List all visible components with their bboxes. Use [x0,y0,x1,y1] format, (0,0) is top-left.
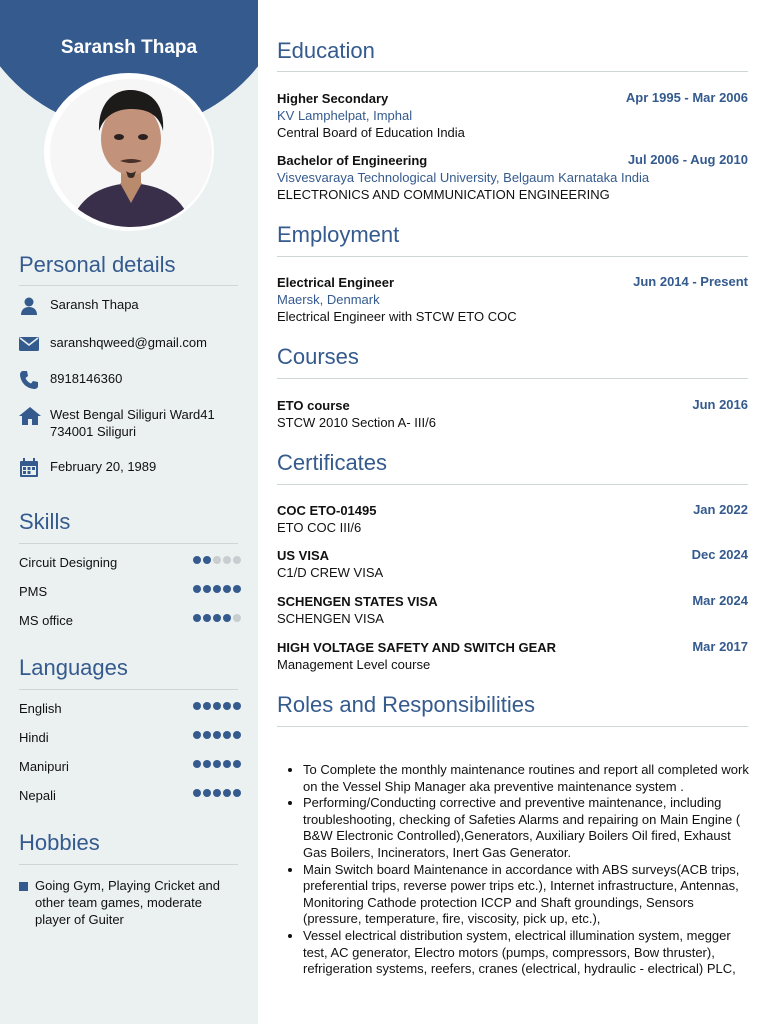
divider [277,484,748,485]
entry-title: Bachelor of Engineering [277,153,428,168]
skill-label: MS office [19,613,73,628]
rating-dot-empty [233,556,241,564]
calendar-icon [19,458,39,478]
rating-dot-empty [233,614,241,622]
rating-dot-filled [213,789,221,797]
entry-title: Electrical Engineer [277,275,395,290]
rating-dot-filled [203,556,211,564]
rating-dots [193,614,241,622]
rating-dot-filled [193,556,201,564]
entry-date: Jul 2006 - Aug 2010 [627,152,748,167]
entry-title: HIGH VOLTAGE SAFETY AND SWITCH GEAR [277,640,557,655]
education-entry [277,152,748,203]
personal-details-heading: Personal details [19,252,176,277]
divider [19,864,238,865]
rating-dot-filled [193,760,201,768]
role-item: • Vessel electrical distribution system, electrical illumination system, megger test, AC generator, Electro motors (pumps, compressors, Bow thruster), refrigeration systems, reefers, cranes (electrical, hydraulic - electrical) PLC, [303,928,753,978]
entry-description: SCHENGEN VISA [277,611,384,626]
language-label: Nepali [19,788,56,803]
rating-dot-filled [193,614,201,622]
rating-dot-filled [223,614,231,622]
rating-dot-filled [203,789,211,797]
rating-dot-filled [223,731,231,739]
role-item: • Main Switch board Maintenance in accordance with ABS surveys(ACB trips, preferential trips, reverse power trips etc.), Internet infrastructure, Antennas, Monitoring Cathode protection ICCP and Shaft groundings, Sensors (pressure, temperature, fire, viscosity, pick up, etc.), [303,862,753,928]
rating-dot-filled [213,760,221,768]
language-row [19,759,241,774]
rating-dot-filled [213,614,221,622]
certificates-heading: Certificates [277,450,388,475]
skill-label: PMS [19,584,48,599]
entry-institution: KV Lamphelpat, Imphal [277,108,413,123]
rating-dot-filled [233,731,241,739]
bullet-square-icon [19,882,28,891]
language-label: Hindi [19,730,49,745]
entry-description: C1/D CREW VISA [277,565,384,580]
rating-dot-filled [193,702,201,710]
rating-dot-filled [193,789,201,797]
skills-heading: Skills [19,509,71,534]
personal-email[interactable]: saranshqweed@gmail.com [50,335,207,350]
divider [277,378,748,379]
personal-phone[interactable]: 8918146360 [50,371,123,386]
profile-photo [50,79,212,227]
rating-dot-filled [203,702,211,710]
entry-description: Management Level course [277,657,431,672]
divider [277,726,748,727]
certificate-entry [277,502,748,536]
language-row [19,730,241,745]
skill-row [19,613,241,628]
rating-dot-filled [213,585,221,593]
rating-dots [193,731,241,739]
language-row [19,701,241,716]
rating-dot-filled [223,585,231,593]
rating-dot-filled [233,585,241,593]
entry-title: ETO course [277,398,350,413]
rating-dot-filled [193,731,201,739]
rating-dots [193,702,241,710]
courses-heading: Courses [277,344,359,369]
hobby-text: Going Gym, Playing Cricket and other team games, moderate player of Guiter [35,878,220,927]
entry-date: Mar 2024 [692,593,748,608]
profile-name: Saransh Thapa [60,37,198,58]
language-label: Manipuri [19,759,69,774]
entry-date: Jun 2014 - Present [633,274,748,289]
entry-title: COC ETO-01495 [277,503,377,518]
entry-description: ETO COC III/6 [277,520,362,535]
rating-dot-filled [203,760,211,768]
employment-heading: Employment [277,222,400,247]
language-row [19,788,241,803]
rating-dot-filled [233,702,241,710]
skill-row [19,584,241,599]
rating-dot-filled [233,789,241,797]
address-line-1: West Bengal Siliguri Ward41 [50,407,215,422]
rating-dots [193,585,241,593]
entry-description: STCW 2010 Section A- III/6 [277,415,436,430]
rating-dot-empty [223,556,231,564]
employment-entry [277,274,748,325]
rating-dot-filled [213,702,221,710]
rating-dot-filled [223,702,231,710]
personal-name: Saransh Thapa [50,297,139,312]
course-entry [277,397,748,431]
entry-date: Apr 1995 - Mar 2006 [625,90,748,105]
personal-dob: February 20, 1989 [50,459,157,474]
entry-description: Central Board of Education India [277,125,465,140]
sidebar [0,0,258,1024]
address-line-2: 734001 Siliguri [50,424,137,439]
home-icon [19,406,39,426]
envelope-icon [19,334,39,354]
entry-title: US VISA [277,548,330,563]
person-icon [19,296,39,316]
rating-dots [193,760,241,768]
hobbies-heading: Hobbies [19,830,100,855]
entry-date: Mar 2017 [692,639,748,654]
rating-dot-filled [193,585,201,593]
education-heading: Education [277,38,375,63]
education-entry [277,90,748,141]
divider [19,543,238,544]
personal-address [50,406,215,440]
phone-icon [19,370,39,390]
entry-title: SCHENGEN STATES VISA [277,594,438,609]
languages-heading: Languages [19,655,128,680]
role-item: • Performing/Conducting corrective and preventive maintenance, including troubleshooting, checking of Safeties Alarms and repairing on Main Engine ( B&W Electronic Controlled),Generators, Auxiliary Boilers Oil fired, Exhaust Gas Boilers, Incinerators, Inert Gas Generator. [303,795,753,861]
rating-dots [193,789,241,797]
rating-dot-filled [203,731,211,739]
rating-dot-filled [233,760,241,768]
role-item: • To Complete the monthly maintenance routines and report all completed work on the Vessel Ship Manager aka preventive maintenance system . [303,762,753,795]
rating-dot-empty [213,556,221,564]
entry-date: Jun 2016 [692,397,748,412]
certificate-entry [277,639,748,673]
entry-title: Higher Secondary [277,91,389,106]
rating-dot-filled [203,614,211,622]
rating-dots [193,556,241,564]
language-label: English [19,701,62,716]
certificate-entry [277,593,748,627]
divider [277,256,748,257]
rating-dot-filled [223,760,231,768]
divider [277,71,748,72]
entry-institution: Visvesvaraya Technological University, Belgaum Karnataka India [277,170,650,185]
skill-label: Circuit Designing [19,555,118,570]
certificate-entry [277,547,748,581]
skill-row [19,555,241,570]
rating-dot-filled [223,789,231,797]
entry-employer: Maersk, Denmark [277,292,380,307]
divider [19,285,238,286]
entry-date: Jan 2022 [693,502,748,517]
entry-date: Dec 2024 [691,547,748,562]
roles-list [285,762,753,978]
roles-heading: Roles and Responsibilities [277,692,536,717]
entry-description: ELECTRONICS AND COMMUNICATION ENGINEERING [277,187,610,202]
divider [19,689,238,690]
rating-dot-filled [213,731,221,739]
rating-dot-filled [203,585,211,593]
entry-description: Electrical Engineer with STCW ETO COC [277,309,517,324]
